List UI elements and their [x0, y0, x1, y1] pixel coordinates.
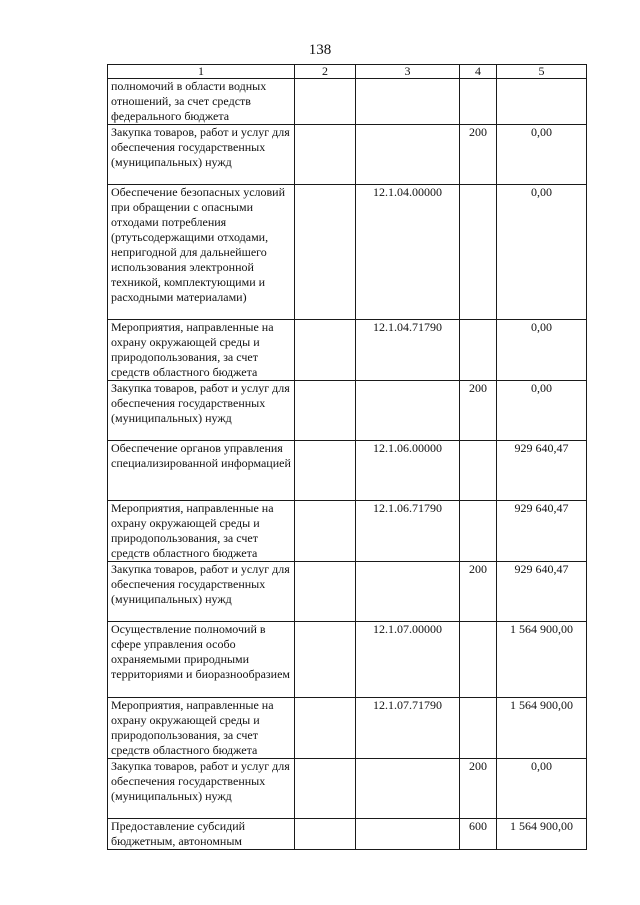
table-row [108, 562, 587, 622]
row-type-cell: 200 [460, 381, 497, 441]
row-name-cell: Мероприятия, направленные на охрану окружающей среды и природопользования, за счет средств областного бюджета [108, 320, 295, 381]
row-name-cell: Осуществление полномочий в сфере управления особо охраняемыми природными территориями и биоразнообразием [108, 622, 295, 698]
row-col2-cell [295, 501, 356, 562]
row-code-cell [356, 381, 460, 441]
row-col2-cell [295, 320, 356, 381]
row-amount-cell: 929 640,47 [497, 562, 587, 622]
row-type-cell: 200 [460, 759, 497, 819]
table-row [108, 320, 587, 381]
budget-table [107, 64, 587, 850]
table-row [108, 501, 587, 562]
row-code-cell: 12.1.04.00000 [356, 185, 460, 320]
row-name-cell: Предоставление субсидий бюджетным, автономным [108, 819, 295, 850]
row-type-cell [460, 320, 497, 381]
row-amount-cell [497, 79, 587, 125]
row-name-cell: полномочий в области водных отношений, за счет средств федерального бюджета [108, 79, 295, 125]
column-header-1: 1 [108, 65, 295, 79]
row-code-cell [356, 79, 460, 125]
row-col2-cell [295, 441, 356, 501]
row-code-cell: 12.1.07.71790 [356, 698, 460, 759]
table-row [108, 79, 587, 125]
row-type-cell [460, 441, 497, 501]
row-col2-cell [295, 819, 356, 850]
row-code-cell: 12.1.04.71790 [356, 320, 460, 381]
row-type-cell [460, 622, 497, 698]
row-name-cell: Закупка товаров, работ и услуг для обеспечения государственных (муниципальных) нужд [108, 759, 295, 819]
row-col2-cell [295, 125, 356, 185]
row-amount-cell: 0,00 [497, 185, 587, 320]
table-row [108, 622, 587, 698]
row-col2-cell [295, 562, 356, 622]
row-code-cell: 12.1.07.00000 [356, 622, 460, 698]
row-name-cell: Закупка товаров, работ и услуг для обеспечения государственных (муниципальных) нужд [108, 381, 295, 441]
row-type-cell: 200 [460, 562, 497, 622]
column-header-5: 5 [497, 65, 587, 79]
row-code-cell: 12.1.06.00000 [356, 441, 460, 501]
row-name-cell: Мероприятия, направленные на охрану окружающей среды и природопользования, за счет средств областного бюджета [108, 501, 295, 562]
row-name-cell: Обеспечение безопасных условий при обращении с опасными отходами потребления (ртутьсодержащими отходами, непригодной для дальнейшего использования электронной техникой, комплектующими и расходными материалами) [108, 185, 295, 320]
row-col2-cell [295, 759, 356, 819]
column-header-2: 2 [295, 65, 356, 79]
row-name-cell: Закупка товаров, работ и услуг для обеспечения государственных (муниципальных) нужд [108, 125, 295, 185]
row-code-cell [356, 819, 460, 850]
table-row [108, 819, 587, 850]
row-type-cell [460, 501, 497, 562]
row-amount-cell: 0,00 [497, 381, 587, 441]
page-number: 138 [308, 42, 332, 58]
row-type-cell [460, 698, 497, 759]
row-type-cell: 200 [460, 125, 497, 185]
row-col2-cell [295, 79, 356, 125]
row-code-cell [356, 125, 460, 185]
row-amount-cell: 0,00 [497, 759, 587, 819]
row-amount-cell: 929 640,47 [497, 501, 587, 562]
row-amount-cell: 0,00 [497, 320, 587, 381]
column-header-4: 4 [460, 65, 497, 79]
row-col2-cell [295, 381, 356, 441]
row-code-cell [356, 759, 460, 819]
row-amount-cell: 0,00 [497, 125, 587, 185]
row-type-cell [460, 79, 497, 125]
table-row [108, 381, 587, 441]
table-row [108, 698, 587, 759]
row-col2-cell [295, 622, 356, 698]
table-row [108, 441, 587, 501]
row-type-cell: 600 [460, 819, 497, 850]
column-header-3: 3 [356, 65, 460, 79]
row-col2-cell [295, 698, 356, 759]
row-amount-cell: 1 564 900,00 [497, 622, 587, 698]
table-body [108, 79, 587, 850]
row-name-cell: Закупка товаров, работ и услуг для обеспечения государственных (муниципальных) нужд [108, 562, 295, 622]
row-code-cell [356, 562, 460, 622]
row-name-cell: Обеспечение органов управления специализированной информацией [108, 441, 295, 501]
row-code-cell: 12.1.06.71790 [356, 501, 460, 562]
table-row [108, 185, 587, 320]
row-amount-cell: 1 564 900,00 [497, 698, 587, 759]
table-header-row [108, 65, 587, 79]
row-name-cell: Мероприятия, направленные на охрану окружающей среды и природопользования, за счет средств областного бюджета [108, 698, 295, 759]
row-amount-cell: 929 640,47 [497, 441, 587, 501]
row-type-cell [460, 185, 497, 320]
row-col2-cell [295, 185, 356, 320]
table-row [108, 759, 587, 819]
row-amount-cell: 1 564 900,00 [497, 819, 587, 850]
table-row [108, 125, 587, 185]
